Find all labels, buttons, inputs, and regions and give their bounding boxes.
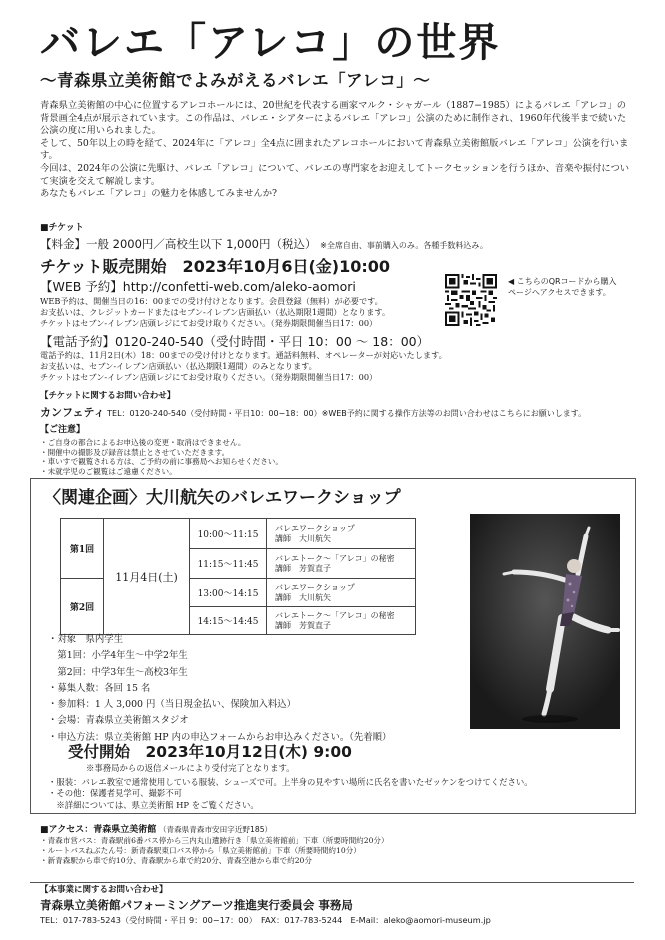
workshop-notes — [48, 777, 533, 811]
access-address: （青森県青森市安田字近野185） — [158, 825, 273, 834]
ticket-heading: ■チケット — [40, 223, 84, 233]
caution-item: ・未就学児のご観覧はご遠慮ください。 — [40, 466, 177, 476]
caution-item: ・ご自身の都合によるお申込後の変更・取消はできません。 — [40, 438, 246, 447]
workshop-schedule-table — [60, 518, 416, 635]
slot-time: 10:00〜11:15 — [190, 519, 267, 549]
workshop-note: ※詳細については、県立美術館 HP をご覧ください。 — [48, 799, 259, 810]
workshop-detail-item: ・参加料：1 人 3,000 円（当日現金払い、保険加入料込） — [48, 699, 296, 711]
slot-program: バレエトーク〜「アレコ」の秘密 講師 芳賀直子 — [267, 549, 416, 579]
ticket-price — [40, 236, 488, 254]
session-label: 第2回 — [61, 579, 104, 635]
session-label: 第1回 — [61, 519, 104, 579]
workshop-note: ・その他：保護者見学可、撮影不可 — [48, 788, 182, 799]
access-heading: ■アクセス：青森県立美術館 — [40, 825, 157, 835]
workshop-detail-item: ・募集人数：各回 15 名 — [48, 682, 151, 694]
workshop-details — [48, 632, 391, 746]
ticket-inquiry-name: カンフェティ — [40, 406, 105, 419]
access-section — [40, 824, 389, 866]
ticket-price-note: ※全席自由、事前購入のみ。各種手数料込み。 — [320, 241, 488, 250]
access-line: ・ルートバスねぶたん号：新青森駅東口バス停から「県立美術館前」下車（所要時間約10分） — [40, 846, 361, 855]
phone-reservation-details — [40, 350, 447, 383]
intro-paragraph: 今回は、2024年の公演に先駆け、バレエ「アレコ」について、バレエの専門家をお迎えしてトークセッションを行うほか、音楽や振付について実演を交えて解説します。 — [40, 162, 630, 187]
slot-time: 13:00〜14:15 — [190, 579, 267, 607]
qr-caption: ◀ こちらのQRコードから購入ページへアクセスできます。 — [508, 277, 617, 297]
slot-program: バレエトーク〜「アレコ」の秘密 講師 芳賀直子 — [267, 607, 416, 635]
access-line: ・新青森駅から車で約10分、青森駅から車で約20分、青森空港から車で約20分 — [40, 856, 312, 865]
contact-section — [40, 884, 491, 927]
ticket-inquiry-detail: TEL：0120-240-540（受付時間・平日10：00−18：00）※WEB予約に関する操作方法等のお問い合わせはこちらにお願いします。 — [107, 409, 587, 418]
workshop-title: 〈関連企画〉大川航矢のバレエワークショップ — [44, 488, 401, 508]
intro-paragraph: 青森県立美術館の中心に位置するアレコホールには、20世紀を代表する画家マルク・シャガール（1887−1985）によるバレエ「アレコ」の背景画全4点が展示されています。この作品は、バレエ・シアターによるバレエ「アレコ」公演のために制作され、1960年代後半まで続いた公演の度に用いられました。 — [40, 100, 627, 137]
page-title: バレエ「アレコ」の世界 — [40, 19, 501, 66]
ticket-inquiry — [40, 406, 586, 420]
slot-program: バレエワークショップ 講師 大川航矢 — [267, 519, 416, 549]
slot-program: バレエワークショップ 講師 大川航矢 — [267, 579, 416, 607]
contact-heading: 【本事業に関するお問い合わせ】 — [40, 885, 168, 895]
ticket-price-text: 【料金】一般 2000円／高校生以下 1,000円（税込） — [40, 237, 317, 251]
cautions-heading: 【ご注意】 — [40, 425, 86, 435]
workshop-detail-item: 第2回：中学3年生〜高校3年生 — [48, 666, 188, 678]
web-line: お支払いは、クレジットカードまたはセブン-イレブン店頭払い（払込期限1週間）となります。 — [40, 307, 391, 317]
phone-line: 電話予約は、11月2日(木）18：00までの受け付けとなります。通話料無料、オペレーターが対応いたします。 — [40, 350, 447, 360]
footer-divider — [30, 882, 634, 883]
contact-org: 青森県立美術館パフォーミングアーツ推進実行委員会 事務局 — [40, 898, 353, 912]
intro-paragraph: そして、50年以上の時を経て、2024年に「アレコ」全4点に囲まれたアレコホールにおいて青森県立美術館版バレエ「アレコ」公演を行います。 — [40, 137, 629, 162]
phone-line: チケットはセブン-イレブン店頭レジにてお受け取りください。（発券期限開催当日17：00） — [40, 372, 378, 382]
intro-text — [40, 100, 630, 201]
workshop-accept-start: 受付開始 2023年10月12日(木) 9:00 — [68, 743, 352, 761]
cautions-list — [40, 438, 283, 476]
intro-paragraph: あなたもバレエ「アレコ」の魅力を体感してみませんか? — [40, 188, 278, 200]
qr-code-icon[interactable] — [445, 274, 497, 326]
workshop-note: ・服装：バレエ教室で通常使用している服装、シューズで可。上半身の見やすい場所に氏名を書いたゼッケンをつけてください。 — [48, 777, 533, 787]
caution-item: ・開催中の撮影及び録音は禁止とさせていただきます。 — [40, 447, 230, 457]
web-reservation-heading[interactable]: 【WEB 予約】http://confetti-web.com/aleko-aomori — [40, 279, 356, 294]
workshop-detail-item: 第1回：小学4年生〜中学2年生 — [48, 650, 188, 662]
access-line: ・青森市営バス：青森駅前6番バス停から三内丸山遺跡行き「県立美術館前」下車（所要時間約20分） — [40, 836, 389, 845]
phone-line: お支払いは、セブン-イレブン店頭払い（払込期限1週間）のみとなります。 — [40, 361, 317, 371]
slot-time: 14:15〜14:45 — [190, 607, 267, 635]
slot-time: 11:15〜11:45 — [190, 549, 267, 579]
workshop-detail-item: ・申込方法：県立美術館 HP 内の申込フォームからお申込みください。（先着順） — [48, 731, 392, 743]
ballet-dancer-image — [470, 514, 620, 729]
web-line: WEB予約は、開催当日の16：00までの受け付けとなります。会員登録（無料）が必要です。 — [40, 296, 383, 306]
page-subtitle: 〜青森県立美術館でよみがえるバレエ「アレコ」〜 — [40, 71, 431, 90]
workshop-detail-item: ・会場：青森県立美術館スタジオ — [48, 715, 189, 727]
web-reservation-details — [40, 296, 390, 329]
workshop-accept-note: ※事務局からの返信メールにより受付完了となります。 — [86, 763, 295, 773]
phone-reservation-heading: 【電話予約】0120-240-540（受付時間・平日 10：00 〜 18：00） — [40, 334, 430, 349]
workshop-detail-item: ・対象 県内学生 — [48, 634, 124, 645]
workshop-date: 11月4日(土) — [104, 519, 190, 635]
ticket-sales-start: チケット販売開始 2023年10月6日(金)10:00 — [40, 257, 391, 276]
caution-item: ・車いすで観覧される方は、ご予約の前に事務局へお知らせください。 — [40, 457, 283, 467]
contact-tel: TEL：017-783-5243（受付時間・平日 9：00−17：00） FAX：017-783-5244 E-Mail：aleko@aomori-museum.jp — [40, 915, 491, 925]
ticket-inquiry-heading: 【チケットに関するお問い合わせ】 — [40, 391, 176, 401]
web-line: チケットはセブン-イレブン店頭レジにてお受け取りください。（発券期限開催当日17：00） — [40, 318, 378, 328]
